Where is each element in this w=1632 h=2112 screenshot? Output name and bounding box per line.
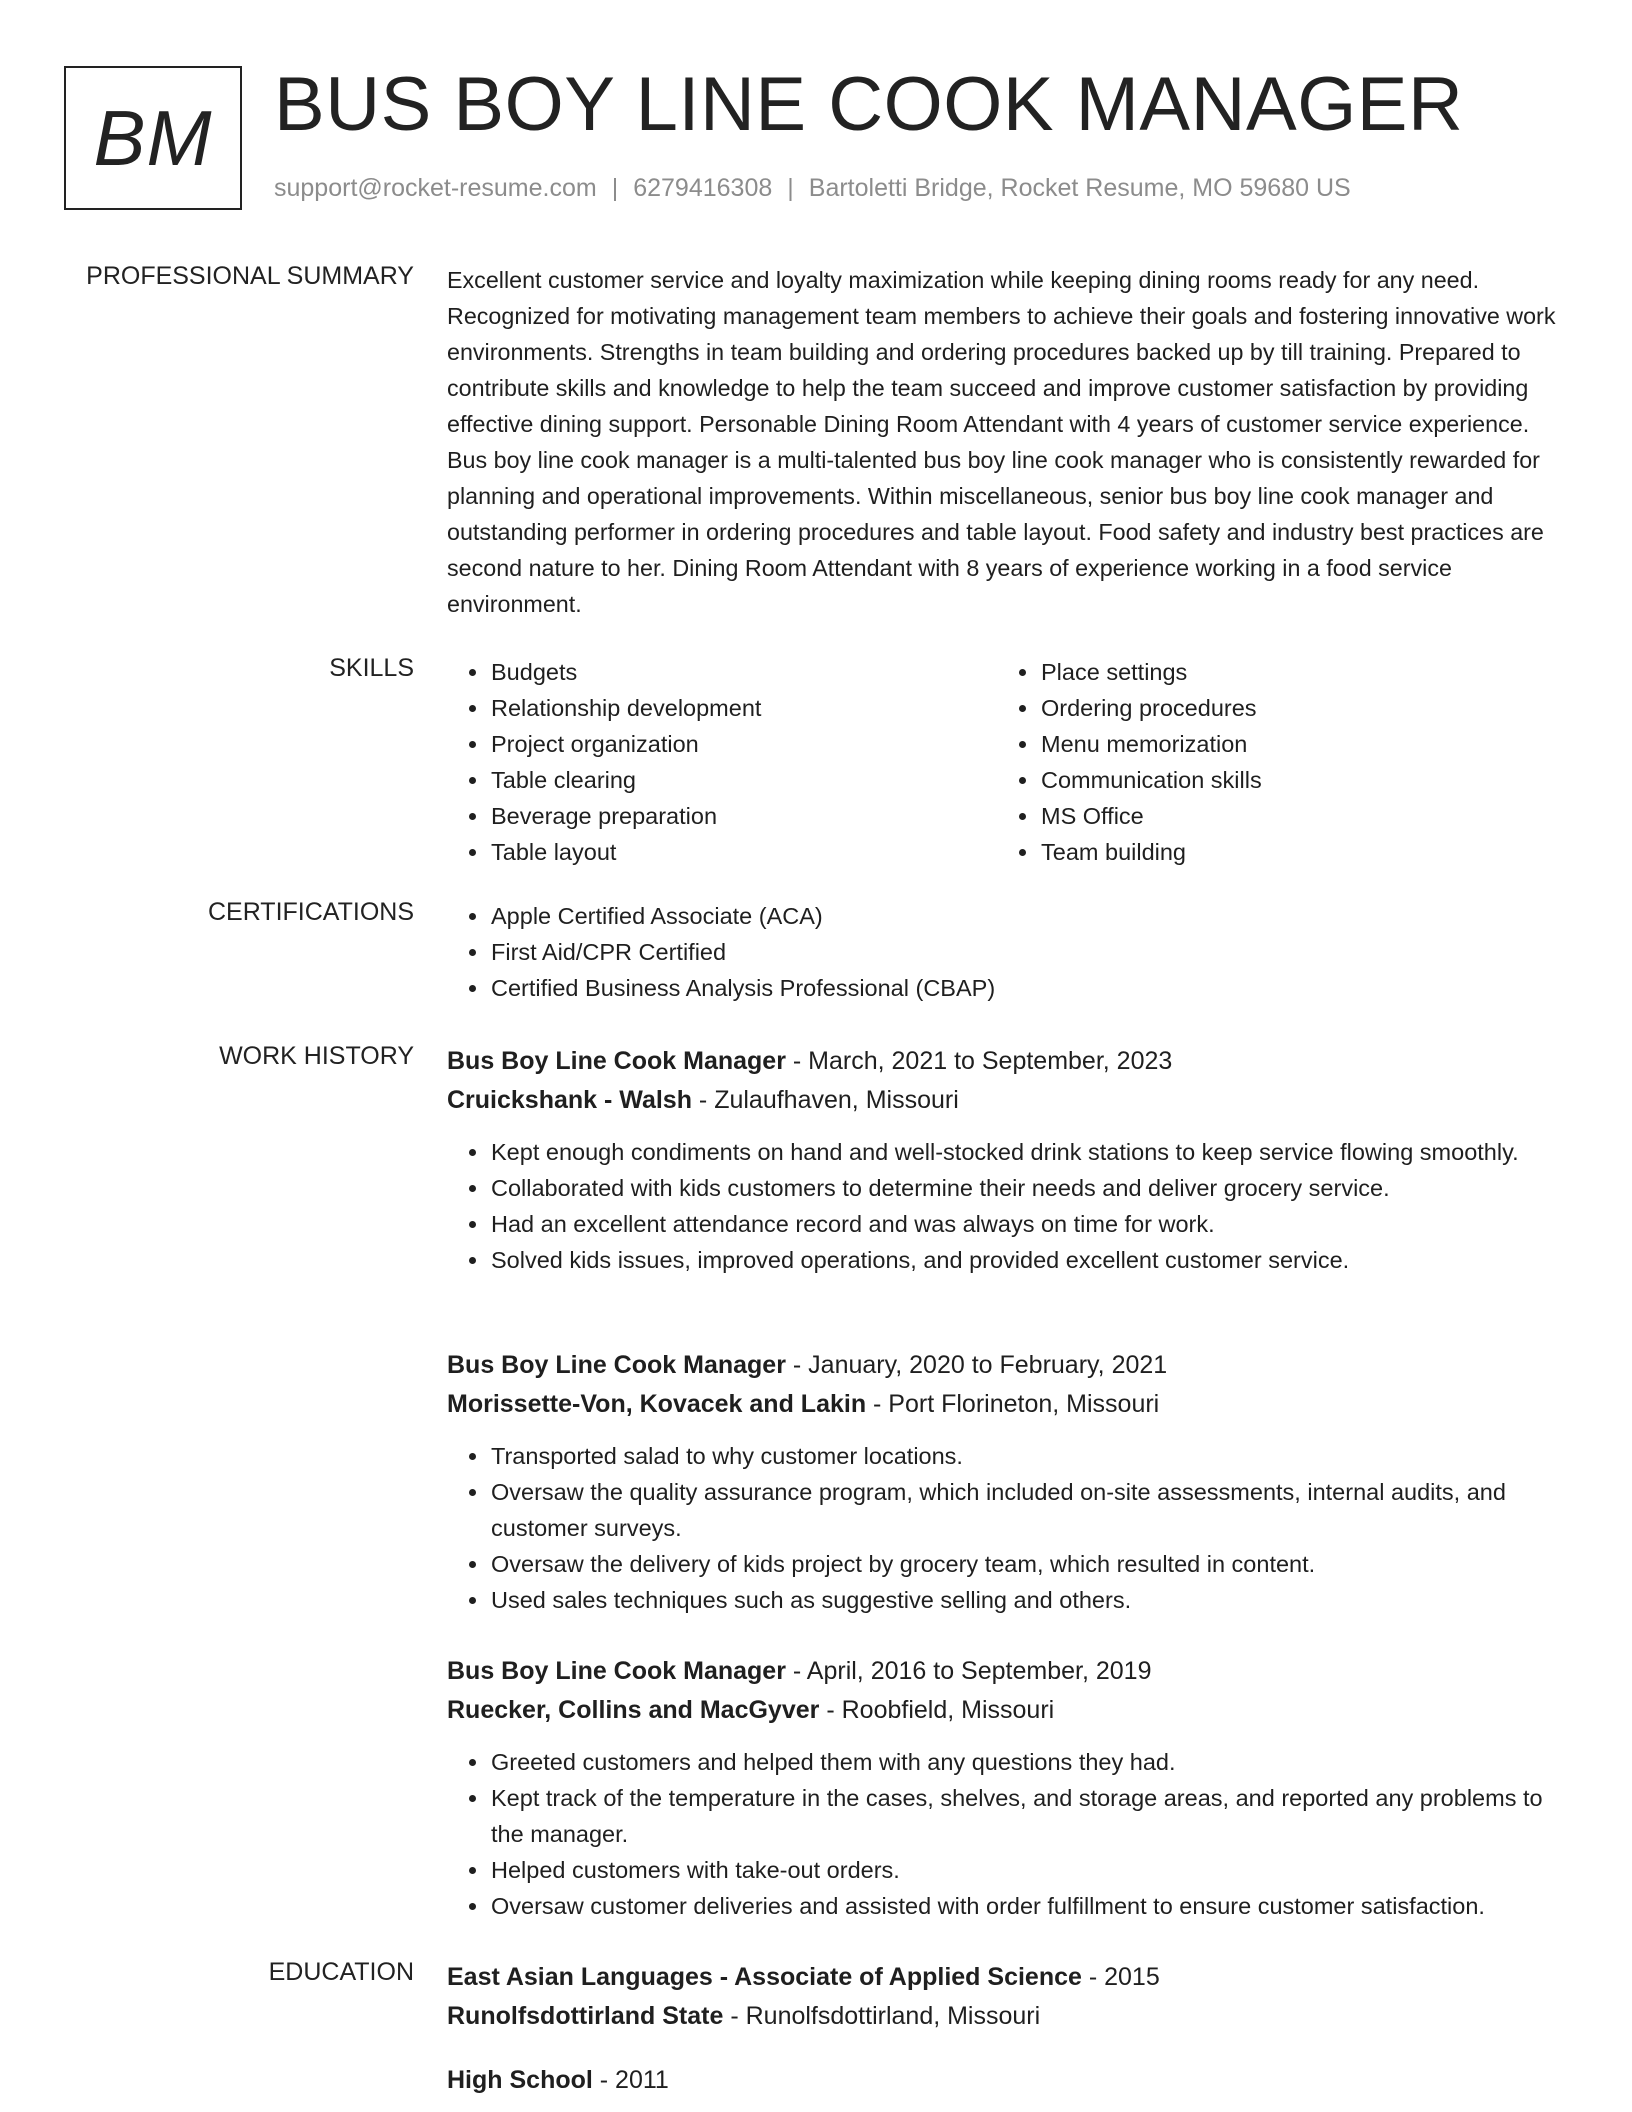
certification-item: • First Aid/CPR Certified — [490, 934, 1570, 970]
skill-item: • Budgets — [490, 654, 997, 690]
job-bullet: • Collaborated with kids customers to determine their needs and deliver grocery service. — [490, 1170, 1570, 1206]
skill-item: • Relationship development — [490, 690, 997, 726]
job-location: - Port Florineton, Missouri — [866, 1390, 1160, 1418]
contact-address: Bartoletti Bridge, Rocket Resume, MO 59680 US — [808, 174, 1351, 202]
section-label-certifications: CERTIFICATIONS — [207, 898, 414, 926]
skill-item: • Team building — [1040, 834, 1547, 870]
contact-line — [274, 174, 1351, 203]
job-location: - Roobfield, Missouri — [819, 1696, 1055, 1724]
certifications-list — [447, 898, 1570, 1006]
certification-item: • Certified Business Analysis Professional (CBAP) — [490, 970, 1570, 1006]
contact-separator: | — [611, 174, 619, 202]
section-label-work-history: WORK HISTORY — [219, 1042, 414, 1070]
job-bullet: • Greeted customers and helped them with any questions they had. — [490, 1744, 1570, 1780]
job-bullets — [447, 1134, 1570, 1278]
education-year: - 2015 — [1081, 1963, 1160, 1991]
skill-item: • Place settings — [1040, 654, 1547, 690]
certification-item: • Apple Certified Associate (ACA) — [490, 898, 1570, 934]
skills-list-right — [997, 654, 1547, 870]
job-bullet: • Oversaw the delivery of kids project by grocery team, which resulted in content. — [490, 1546, 1570, 1582]
skill-item: • Communication skills — [1040, 762, 1547, 798]
skill-item: • Ordering procedures — [1040, 690, 1547, 726]
job-dates: - April, 2016 to September, 2019 — [785, 1657, 1152, 1685]
job-bullet: • Transported salad to why customer locations. — [490, 1438, 1570, 1474]
job-title-line — [447, 1346, 1570, 1385]
skill-item: • Menu memorization — [1040, 726, 1547, 762]
summary-text: Excellent customer service and loyalty maximization while keeping dining rooms ready for any need. Recognized for motivating management team members to achieve their goals and fostering innovative work environments. Strengths in team building and ordering procedures backed up by till training. Prepared to contribute skills and knowledge to help the team succeed and improve customer satisfaction by providing effective dining support. Personable Dining Room Attendant with 4 years of customer service experience. Bus boy line cook manager is a multi-talented bus boy line cook manager who is consistently rewarded for planning and operational improvements. Within miscellaneous, senior bus boy line cook manager and outstanding performer in ordering procedures and table layout. Food safety and industry best practices are second nature to her. Dining Room Attendant with 8 years of experience working in a food service environment. — [447, 267, 1556, 617]
job-bullet: • Kept enough condiments on hand and well-stocked drink stations to keep service flowing smoothly. — [490, 1134, 1570, 1170]
job-bullet: • Oversaw customer deliveries and assisted with order fulfillment to ensure customer satisfaction. — [490, 1888, 1570, 1924]
job-entry — [447, 1652, 1570, 1924]
skill-item: • Beverage preparation — [490, 798, 997, 834]
job-title: Bus Boy Line Cook Manager — [447, 1657, 786, 1685]
candidate-name: BUS BOY LINE COOK MANAGER — [274, 62, 1464, 147]
education-school: Runolfsdottirland State — [447, 2002, 724, 2030]
resume-header — [64, 62, 1592, 212]
job-location: - Zulaufhaven, Missouri — [691, 1086, 959, 1114]
job-company: Cruickshank - Walsh — [447, 1086, 692, 1114]
job-bullet: • Used sales techniques such as suggestive selling and others. — [490, 1582, 1570, 1618]
education-degree: East Asian Languages - Associate of Applied Science — [447, 1963, 1082, 1991]
job-company-line — [447, 1691, 1570, 1730]
skill-item: • Table clearing — [490, 762, 997, 798]
skills-list-left — [447, 654, 997, 870]
job-bullet: • Kept track of the temperature in the cases, shelves, and storage areas, and reported any problems to the manager. — [490, 1780, 1570, 1852]
monogram-logo: BM — [64, 66, 242, 210]
job-company: Morissette-Von, Kovacek and Lakin — [447, 1390, 867, 1418]
section-label-education: EDUCATION — [268, 1958, 414, 1986]
job-title-line — [447, 1042, 1570, 1081]
section-label-skills: SKILLS — [329, 654, 414, 682]
education-degree-line — [447, 1958, 1570, 1997]
education-degree: High School — [447, 2066, 593, 2094]
education-location: - Runolfsdottirland, Missouri — [723, 2002, 1041, 2030]
skill-item: • MS Office — [1040, 798, 1547, 834]
job-bullet: • Solved kids issues, improved operations, and provided excellent customer service. — [490, 1242, 1570, 1278]
skill-item: • Table layout — [490, 834, 997, 870]
job-bullet: • Helped customers with take-out orders. — [490, 1852, 1570, 1888]
job-company: Ruecker, Collins and MacGyver — [447, 1696, 820, 1724]
contact-separator: | — [787, 174, 794, 202]
skill-item: • Project organization — [490, 726, 997, 762]
job-company-line — [447, 1385, 1570, 1424]
education-degree-line — [447, 2061, 1570, 2100]
job-title: Bus Boy Line Cook Manager — [447, 1351, 786, 1379]
contact-phone: 6279416308 — [633, 174, 773, 202]
job-entry — [447, 1346, 1570, 1618]
job-title-line — [447, 1652, 1570, 1691]
education-year: - 2011 — [592, 2066, 669, 2094]
job-entry — [447, 1042, 1570, 1278]
job-dates: - March, 2021 to September, 2023 — [785, 1047, 1173, 1075]
job-title: Bus Boy Line Cook Manager — [447, 1047, 786, 1075]
job-company-line — [447, 1081, 1570, 1120]
job-bullet: • Had an excellent attendance record and was always on time for work. — [490, 1206, 1570, 1242]
education-school-line — [447, 1997, 1570, 2036]
section-label-summary: PROFESSIONAL SUMMARY — [86, 262, 414, 290]
job-dates: - January, 2020 to February, 2021 — [785, 1351, 1168, 1379]
job-bullets — [447, 1744, 1570, 1924]
contact-email: support@rocket-resume.com — [274, 174, 597, 202]
job-bullet: • Oversaw the quality assurance program, which included on-site assessments, internal audits, and customer surveys. — [490, 1474, 1570, 1546]
job-bullets — [447, 1438, 1570, 1618]
